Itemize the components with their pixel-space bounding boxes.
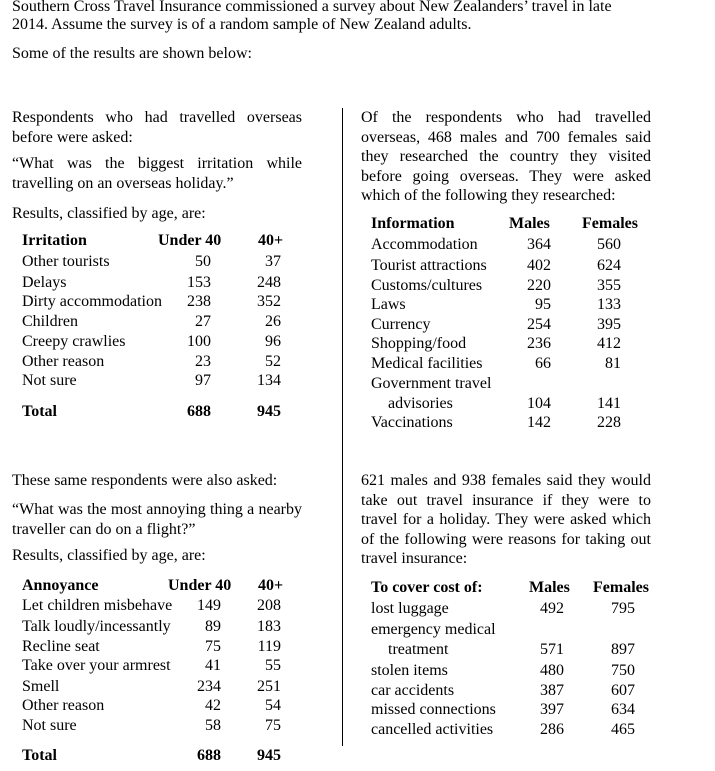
row-females: 560: [597, 236, 621, 253]
row-label: Vaccinations: [371, 414, 453, 431]
row-over40: 52: [265, 353, 281, 370]
row-over40: 208: [257, 597, 281, 614]
row-label: Not sure: [22, 372, 77, 389]
row-label: Children: [22, 313, 78, 330]
left-top-results-label: Results, classified by age, are:: [12, 205, 206, 222]
row-males: 220: [527, 277, 551, 294]
left-bottom-intro: These same respondents were also asked:: [12, 472, 278, 489]
intro-line-2: 2014. Assume the survey is of a random sample of New Zealand adults.: [12, 16, 472, 33]
row-label: stolen items: [371, 662, 448, 679]
males-header: Males: [509, 215, 550, 232]
row-label: Creepy crawlies: [22, 333, 126, 350]
row-males: 286: [540, 721, 564, 738]
row-females: 624: [597, 257, 621, 274]
over40-header: 40+: [258, 577, 284, 594]
row-females: 465: [611, 721, 635, 738]
row-males: 142: [527, 414, 551, 431]
row-label: emergency medical: [371, 621, 496, 638]
row-over40: 55: [265, 657, 281, 674]
row-females: 133: [597, 296, 621, 313]
row-label: cancelled activities: [371, 721, 494, 738]
row-females: 897: [611, 641, 635, 658]
row-over40: 183: [257, 618, 281, 635]
right-bottom-intro: 621 males and 938 females said they would take out travel insurance if they were to travel for a holiday. They were asked which of the following were reasons for taking out travel insurance:: [361, 472, 651, 567]
row-females: 81: [605, 355, 621, 372]
row-under40: 100: [187, 333, 211, 350]
row-label: Take over your armrest: [22, 657, 171, 674]
row-label: Other reason: [22, 353, 105, 370]
row-under40: 149: [197, 597, 221, 614]
right-top-intro: Of the respondents who had travelled overseas, 468 males and 700 females said they researched the country they visited before going overseas. They were asked which of the following they researched:: [361, 109, 651, 204]
row-label: Government travel: [371, 375, 492, 392]
left-top-intro: Respondents who had travelled overseas before were asked:: [12, 109, 302, 146]
row-under40: 153: [187, 274, 211, 291]
row-females: 750: [611, 662, 635, 679]
row-label-continued: advisories: [388, 395, 453, 412]
row-under40: 27: [195, 313, 211, 330]
row-females: 634: [611, 701, 635, 718]
row-females: 395: [597, 316, 621, 333]
row-under40: 238: [187, 293, 211, 310]
row-under40: 58: [205, 717, 221, 734]
males-header: Males: [529, 579, 570, 596]
row-label: lost luggage: [371, 600, 449, 617]
row-label: Tourist attractions: [371, 257, 487, 274]
information-header: Information: [371, 215, 455, 232]
row-males: 66: [535, 355, 551, 372]
row-over40: 37: [265, 253, 281, 270]
row-over40: 54: [265, 697, 281, 714]
under40-header: Under 40: [158, 232, 222, 249]
row-under40: 23: [195, 353, 211, 370]
row-under40: 234: [197, 678, 221, 695]
intro-line-3: Some of the results are shown below:: [12, 45, 252, 62]
row-females: 141: [597, 395, 621, 412]
row-label: Accommodation: [371, 236, 478, 253]
row-label: Other reason: [22, 697, 105, 714]
annoyance-header: Annoyance: [22, 577, 99, 594]
row-over40: 75: [265, 717, 281, 734]
over40-header: 40+: [258, 232, 284, 249]
total-over40: 945: [257, 747, 281, 764]
row-females: 607: [611, 682, 635, 699]
row-under40: 75: [205, 638, 221, 655]
row-males: 397: [540, 701, 564, 718]
row-over40: 134: [257, 372, 281, 389]
row-over40: 96: [265, 333, 281, 350]
row-males: 387: [540, 682, 564, 699]
row-under40: 41: [205, 657, 221, 674]
row-males: 236: [527, 335, 551, 352]
total-over40: 945: [257, 403, 281, 420]
row-males: 254: [527, 316, 551, 333]
females-header: Females: [582, 215, 638, 232]
row-over40: 119: [257, 638, 281, 655]
row-label-continued: treatment: [388, 641, 449, 658]
row-under40: 89: [205, 618, 221, 635]
row-males: 95: [535, 296, 551, 313]
total-under40: 688: [197, 747, 221, 764]
row-under40: 42: [205, 697, 221, 714]
row-label: Customs/cultures: [371, 277, 483, 294]
irritation-header: Irritation: [22, 232, 87, 249]
row-under40: 97: [195, 372, 211, 389]
total-under40: 688: [187, 403, 211, 420]
females-header: Females: [593, 579, 649, 596]
intro-line-1: Southern Cross Travel Insurance commissioned a survey about New Zealanders’ travel in late: [12, 0, 612, 15]
row-males: 492: [540, 600, 564, 617]
row-over40: 26: [265, 313, 281, 330]
row-over40: 248: [257, 274, 281, 291]
row-label: Shopping/food: [371, 335, 467, 352]
row-under40: 50: [195, 253, 211, 270]
row-label: Delays: [22, 274, 67, 291]
row-label: Medical facilities: [371, 355, 483, 372]
left-bottom-question: “What was the most annoying thing a nearby traveller can do on a flight?”: [12, 501, 302, 538]
row-label: missed connections: [371, 701, 496, 718]
row-females: 228: [597, 414, 621, 431]
row-label: Recline seat: [22, 638, 100, 655]
row-label: Let children misbehave: [22, 597, 173, 614]
row-label: car accidents: [371, 682, 455, 699]
row-label: Other tourists: [22, 253, 110, 270]
left-top-question: “What was the biggest irritation while travelling on an overseas holiday.”: [12, 155, 302, 192]
row-label: Currency: [371, 316, 431, 333]
row-males: 402: [527, 257, 551, 274]
row-males: 480: [540, 662, 564, 679]
row-males: 571: [540, 641, 564, 658]
under40-header: Under 40: [168, 577, 232, 594]
row-males: 104: [527, 395, 551, 412]
total-label: Total: [22, 403, 57, 420]
row-label: Not sure: [22, 717, 77, 734]
row-label: Dirty accommodation: [22, 293, 162, 310]
row-females: 412: [597, 335, 621, 352]
cover-cost-header: To cover cost of:: [371, 579, 483, 596]
row-females: 795: [611, 600, 635, 617]
row-females: 355: [597, 277, 621, 294]
row-label: Laws: [371, 296, 406, 313]
total-label: Total: [22, 747, 57, 764]
row-over40: 251: [257, 678, 281, 695]
row-label: Talk loudly/incessantly: [22, 618, 171, 635]
column-divider: [342, 108, 343, 746]
left-bottom-results-label: Results, classified by age, are:: [12, 547, 206, 564]
row-over40: 352: [257, 293, 281, 310]
row-males: 364: [527, 236, 551, 253]
row-label: Smell: [22, 678, 60, 695]
